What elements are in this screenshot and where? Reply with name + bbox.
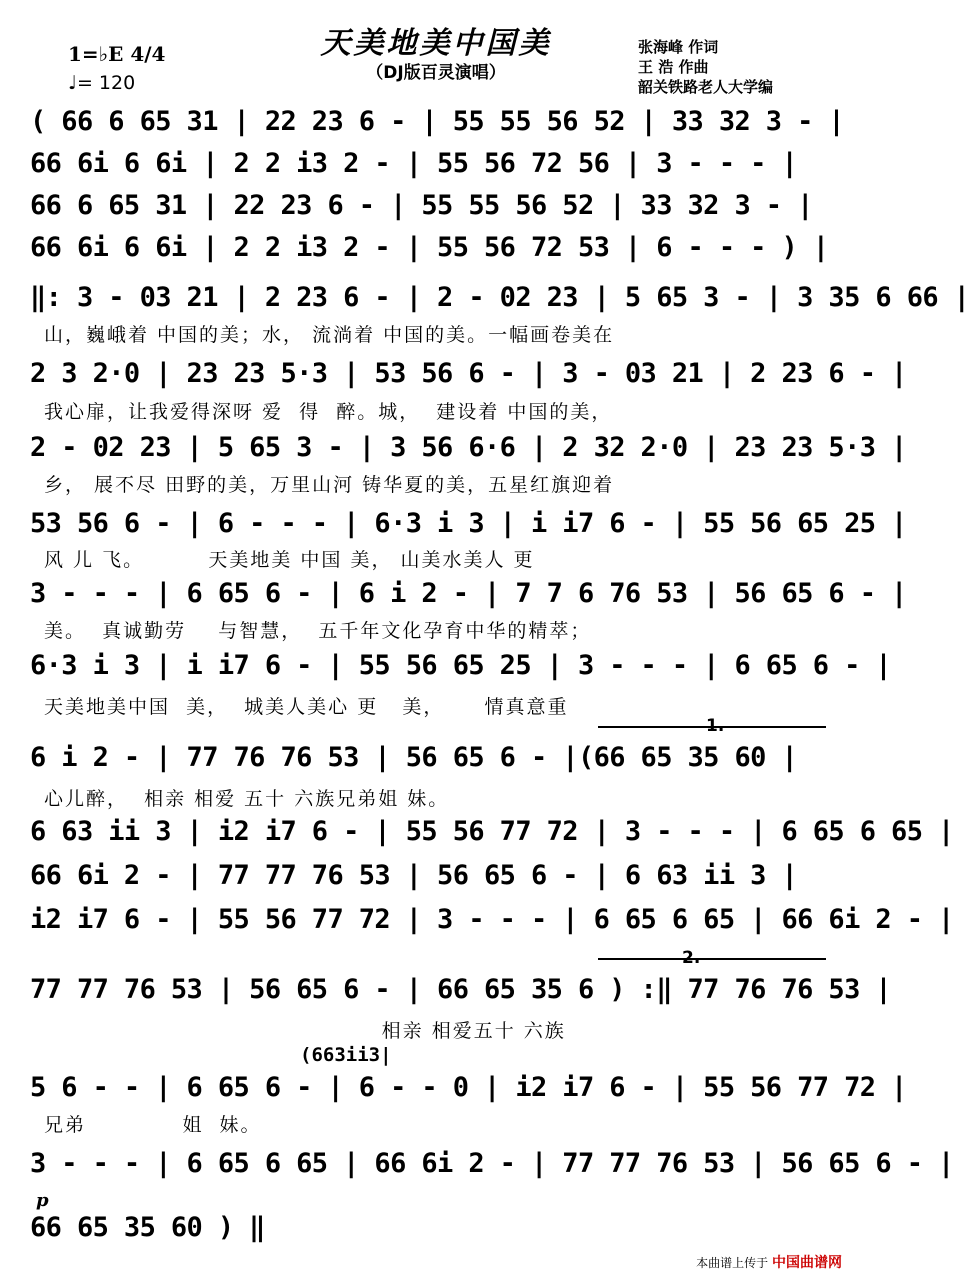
lyric-line: 美。 真诚勤劳 与智慧， 五千年文化孕育中华的精萃； [44,620,592,642]
song-subtitle: （DJ版百灵演唱） [366,63,506,83]
lyric-line: 风 儿 飞。 天美地美 中国 美， 山美水美人 更 [44,549,535,571]
lyric-line: 我心扉，让我爱得深呀 爱 得 醉。城， 建设着 中国的美， [44,401,613,423]
score-row: 66 6 65 31 | 22 23 6 - | 55 55 56 52 | 33 32 3 - | [30,190,813,221]
score-row: 2 - 02 23 | 5 65 3 - | 3 56 6·6 | 2 32 2·0 | 23 23 5·3 | [30,432,907,463]
score-row: 6 63 ii 3 | i2 i7 6 - | 55 56 77 72 | 3 - - - | 6 65 6 65 | [30,816,954,847]
song-title: 天美地美中国美 [320,26,552,61]
footer-upload-text: 本曲谱上传于 [696,1256,769,1270]
score-row: 66 6i 6 6i | 2 2 i3 2 - | 55 56 72 56 | 3 - - - | [30,148,798,179]
score-row: 66 6i 2 - | 77 77 76 53 | 56 65 6 - | 6 63 ii 3 | [30,860,798,891]
score-row: 2 3 2·0 | 23 23 5·3 | 53 56 6 - | 3 - 03 21 | 2 23 6 - | [30,358,907,389]
volta-1-label: 1. [706,716,725,736]
composer-credit: 王 浩 作曲 [638,58,709,76]
lyric-line: 山，巍峨着 中国的美；水， 流淌着 中国的美。一幅画卷美在 [44,324,615,346]
site-logo: 中国曲谱网 [772,1255,842,1271]
score-row: 66 6i 6 6i | 2 2 i3 2 - | 55 56 72 53 | 6 - - - ) | [30,232,829,263]
score-row: 77 77 76 53 | 56 65 6 - | 66 65 35 6 ) :‖ 77 76 76 53 | [30,974,892,1005]
score-row: 3 - - - | 6 65 6 65 | 66 6i 2 - | 77 77 76 53 | 56 65 6 - | [30,1148,954,1179]
score-row: 5 6 - - | 6 65 6 - | 6 - - 0 | i2 i7 6 - | 55 56 77 72 | [30,1072,907,1103]
score-row: ‖: 3 - 03 21 | 2 23 6 - | 2 - 02 23 | 5 65 3 - | 3 35 6 66 | [30,282,969,313]
volta-2-bracket [598,958,826,961]
volta-2-label: 2. [682,948,701,968]
score-row: 53 56 6 - | 6 - - - | 6·3 i 3 | i i7 6 - | 55 56 65 25 | [30,508,907,539]
lyric-line: 心儿醉， 相亲 相爱 五十 六族兄弟姐 妹。 [44,788,450,810]
lyric-line: 乡， 展不尽 田野的美，万里山河 铸华夏的美，五星红旗迎着 [44,474,615,496]
score-row: 6·3 i 3 | i i7 6 - | 55 56 65 25 | 3 - - - | 6 65 6 - | [30,650,892,681]
tempo-marking: ♩= 120 [68,72,136,94]
lyricist-credit: 张海峰 作词 [638,38,719,56]
dynamic-marking: p [36,1190,49,1211]
score-row: 3 - - - | 6 65 6 - | 6 i 2 - | 7 7 6 76 53 | 56 65 6 - | [30,578,907,609]
score-row: 6 i 2 - | 77 76 76 53 | 56 65 6 - |(66 65 35 60 | [30,742,798,773]
lyric-line: 天美地美中国 美， 城美人美心 更 美， 情真意重 [44,696,569,718]
arranger-credit: 韶关铁路老人大学编 [638,78,774,96]
score-row: 66 65 35 60 ) ‖ [30,1212,265,1243]
lyric-line: 兄弟 姐 妹。 [44,1114,262,1136]
lyric-line: 相亲 相爱五十 六族 [44,1020,566,1042]
cue-notes: (663ii3| [300,1044,392,1066]
score-row: ( 66 6 65 31 | 22 23 6 - | 55 55 56 52 | 33 32 3 - | [30,106,845,137]
footer-watermark [696,1252,842,1272]
score-row: i2 i7 6 - | 55 56 77 72 | 3 - - - | 6 65 6 65 | 66 6i 2 - | [30,904,954,935]
key-signature: 1=♭E 4/4 [68,42,166,66]
